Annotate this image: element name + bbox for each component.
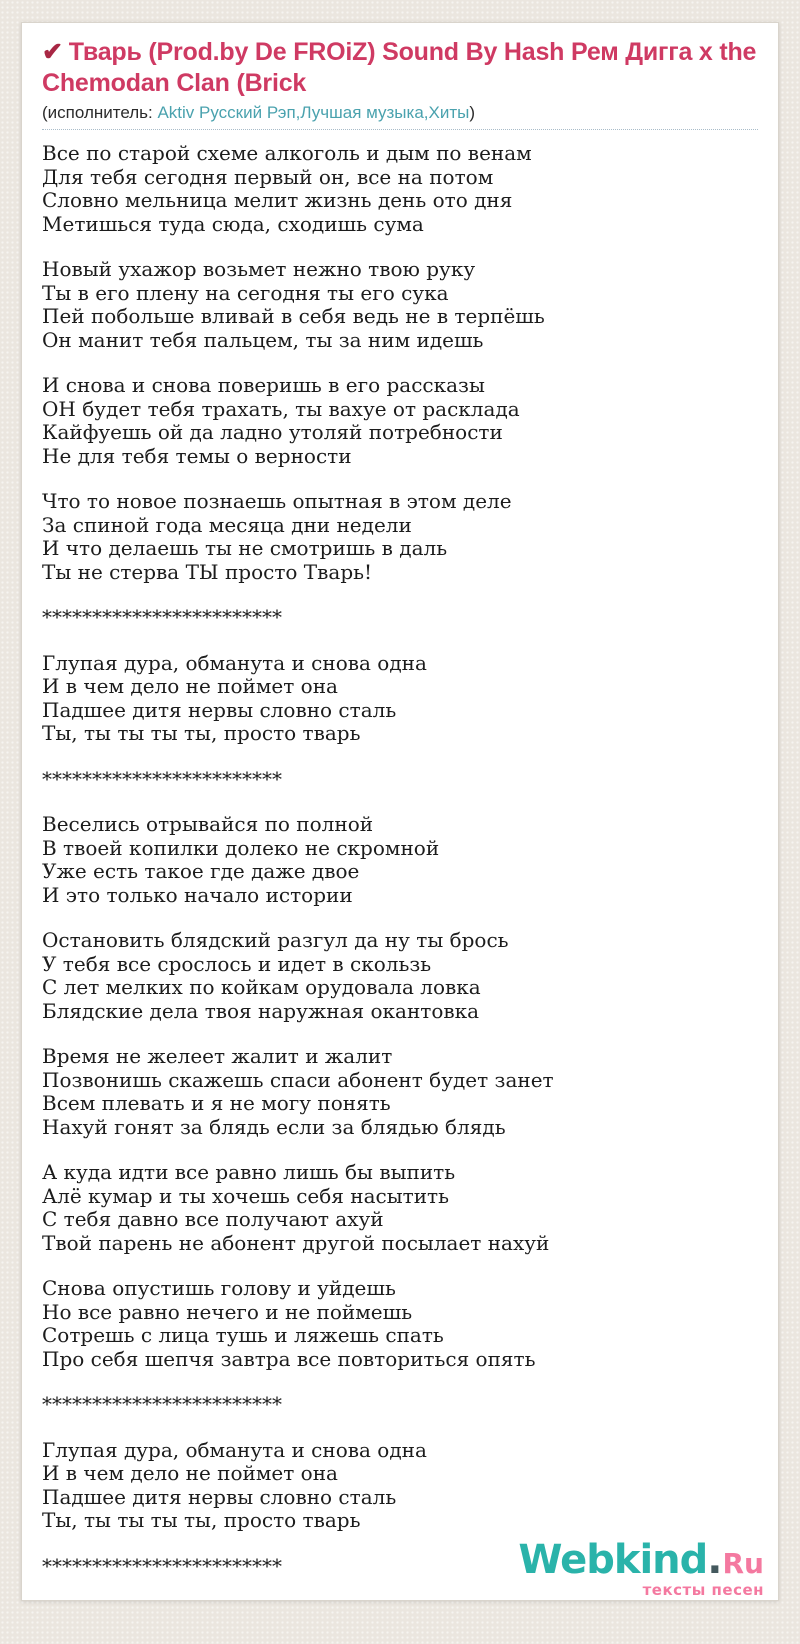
lyrics-line: Падшее дитя нервы словно сталь [42, 1484, 397, 1509]
lyrics-stanza [42, 1161, 758, 1255]
lyrics-line: Пей побольше вливай в себя ведь не в терпёшь [42, 304, 545, 328]
lyrics-line: И снова и снова поверишь в его рассказы [42, 373, 485, 397]
lyrics-line: ************************ [42, 766, 282, 791]
lyrics-line: А куда идти все равно лишь бы выпить [42, 1160, 456, 1184]
lyrics-line: Остановить блядский разгул да ну ты брось [42, 928, 509, 952]
lyrics-line: ************************ [42, 1553, 282, 1578]
artist-line [42, 103, 758, 130]
lyrics-line: Глупая дура, обманута и снова одна [42, 1437, 427, 1462]
lyrics-line: И в чем дело не поймет она [42, 1461, 338, 1485]
lyrics-line: Ты не стерва ТЫ просто Тварь! [42, 559, 373, 584]
lyrics-line: Всем плевать и я не могу понять [42, 1091, 391, 1115]
artist-label: (исполнитель: [42, 103, 158, 122]
lyrics-line: Алё кумар и ты хочешь себя насытить [42, 1183, 449, 1208]
lyrics-line: Время не желеет жалит и жалит [42, 1044, 393, 1068]
logo-text-primary: Webkind [518, 1537, 708, 1583]
artist-link[interactable]: Aktiv Русский Рэп,Лучшая музыка,Хиты [157, 103, 470, 122]
lyrics-line: Метишься туда сюда, сходишь сума [42, 211, 424, 236]
page-title [42, 37, 758, 99]
lyrics-stanza [42, 374, 758, 468]
lyrics-line: Что то новое познаешь опытная в этом деле [42, 489, 512, 513]
checkmark-icon: ✔ [42, 38, 63, 66]
site-logo[interactable] [518, 1537, 764, 1599]
lyrics-stanza [42, 490, 758, 584]
lyrics-line: В твоей копилки долеко не скромной [42, 835, 440, 860]
lyrics-stanza [42, 813, 758, 907]
lyrics-line: ************************ [42, 1392, 282, 1416]
logo-tagline: тексты песен [642, 1581, 764, 1599]
lyrics-line: С лет мелких по койкам орудовала ловка [42, 975, 481, 999]
lyrics-line: Он манит тебя пальцем, ты за ним идешь [42, 327, 484, 352]
song-title: Тварь (Prod.by De FROiZ) Sound By Hash Рем Дигга x the Chemodan Clan (Brick [42, 38, 757, 97]
lyrics-line: Новый ухажор возьмет нежно твою руку [42, 257, 476, 281]
lyrics-line: И что делаешь ты не смотришь в даль [42, 536, 448, 560]
logo-text-suffix: Ru [722, 1547, 764, 1580]
lyrics-line: Твой парень не абонент другой посылает нахуй [42, 1230, 550, 1255]
lyrics-line: Веселись отрывайся по полной [42, 812, 374, 836]
lyrics-line: Уже есть такое где даже двое [42, 859, 360, 883]
lyrics-line: И это только начало истории [42, 882, 353, 907]
lyrics-line: И в чем дело не поймет она [42, 674, 338, 698]
lyrics-line: Но все равно нечего и не поймешь [42, 1299, 413, 1324]
lyrics-line: ОН будет тебя трахать, ты вахуе от расклада [42, 396, 520, 421]
lyrics-line: Ты, ты ты ты ты, просто тварь [42, 1508, 361, 1532]
lyrics-stanza [42, 258, 758, 352]
lyrics-line: Падшее дитя нервы словно сталь [42, 697, 397, 722]
lyrics-line: У тебя все срослось и идет в скользь [42, 951, 432, 976]
lyrics-line: Для тебя сегодня первый он, все на потом [42, 164, 494, 189]
lyrics-stanza [42, 606, 758, 630]
lyrics-stanza [42, 1393, 758, 1417]
lyrics-line: Про себя шепчя завтра все повториться опять [42, 1346, 536, 1371]
lyrics-stanza [42, 652, 758, 746]
lyrics-line: С тебя давно все получают ахуй [42, 1207, 384, 1231]
lyrics-line: ************************ [42, 605, 282, 629]
lyrics-stanza [42, 1439, 758, 1533]
lyrics-line: Не для тебя темы о верности [42, 443, 352, 468]
lyrics-line: Все по старой схеме алкоголь и дым по венам [42, 141, 532, 165]
lyrics-stanza [42, 1277, 758, 1371]
lyrics-line: Глупая дура, обманута и снова одна [42, 650, 427, 675]
lyrics-line: Снова опустишь голову и уйдешь [42, 1276, 396, 1300]
lyrics-stanza [42, 142, 758, 236]
lyrics-line: Ты в его плену на сегодня ты его сука [42, 280, 449, 305]
logo-dot: . [707, 1537, 723, 1583]
lyrics-card [21, 22, 779, 1601]
lyrics-line: Блядские дела твоя наружная окантовка [42, 998, 480, 1023]
lyrics-text [42, 142, 758, 1578]
lyrics-line: Словно мельница мелит жизнь день ото дня [42, 188, 513, 212]
lyrics-line: Ты, ты ты ты ты, просто тварь [42, 721, 361, 745]
lyrics-line: Сотрешь с лица тушь и ляжешь спать [42, 1323, 444, 1347]
lyrics-line: За спиной года месяца дни недели [42, 512, 412, 537]
lyrics-line: Нахуй гонят за блядь если за блядью блядь [42, 1114, 506, 1139]
lyrics-stanza [42, 929, 758, 1023]
lyrics-stanza [42, 1045, 758, 1139]
lyrics-stanza [42, 768, 758, 792]
lyrics-line: Позвонишь скажешь спаси абонент будет занет [42, 1067, 554, 1092]
lyrics-line: Кайфуешь ой да ладно утоляй потребности [42, 420, 503, 444]
artist-suffix: ) [469, 103, 476, 122]
